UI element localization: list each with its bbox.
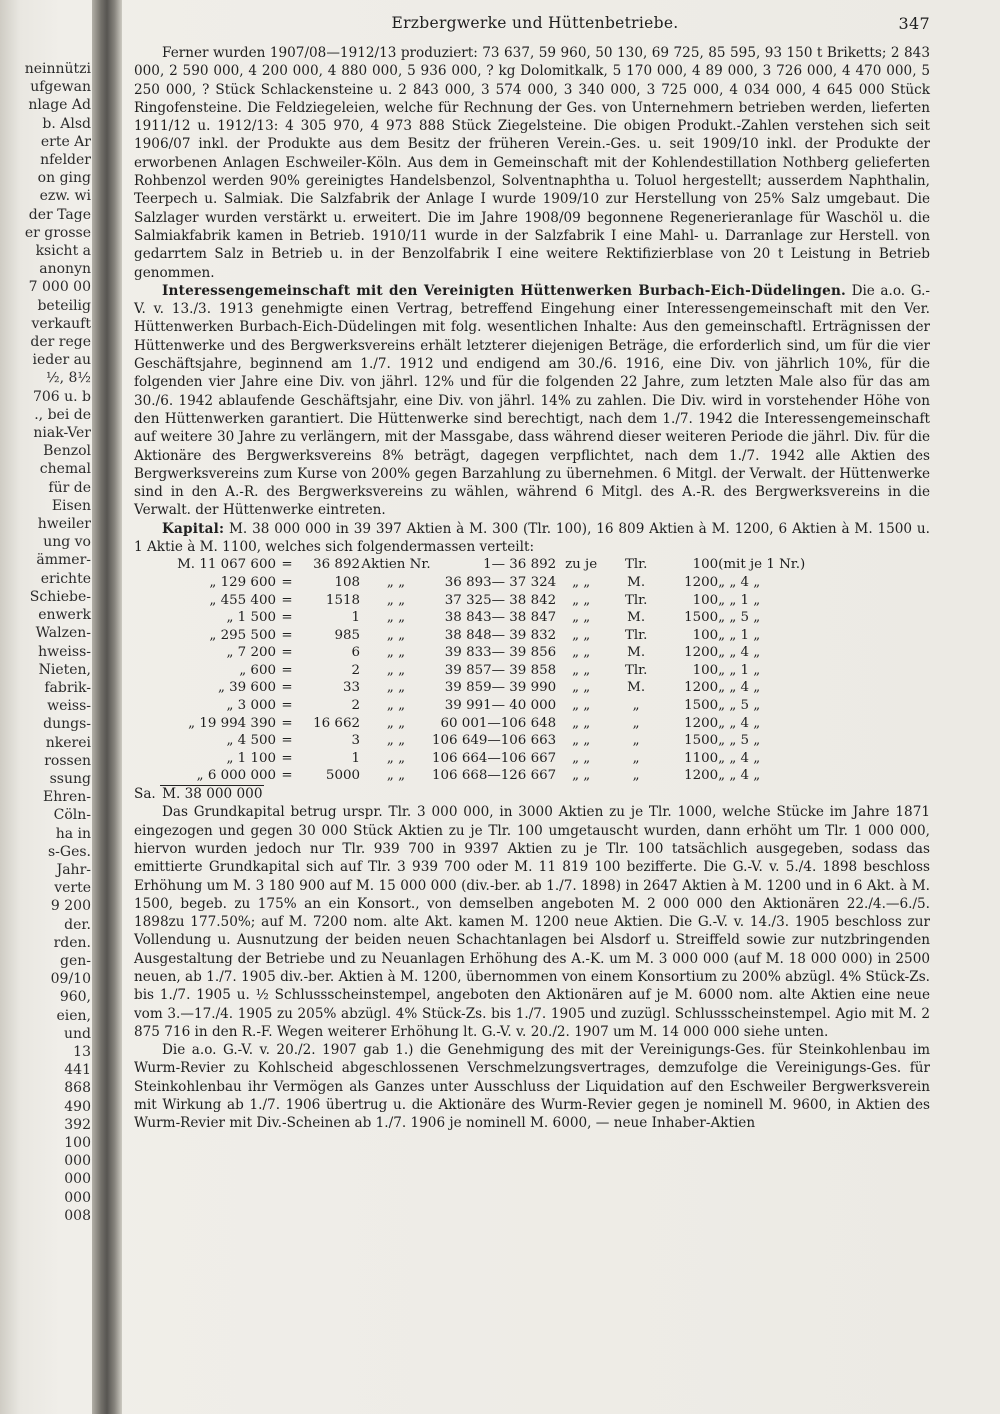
table-row	[166, 697, 926, 715]
table-cell-val: 1500	[684, 610, 719, 626]
table-cell-amount: „ 6 000 000	[196, 768, 276, 784]
table-cell-rest: „ „ 1 „	[718, 662, 761, 678]
adjacent-page-fragment: dungs-	[43, 716, 91, 733]
table-cell-akt: „ „	[386, 592, 406, 608]
table-cell-akt: „ „	[386, 715, 406, 731]
table-cell-range: 1— 36 892	[483, 557, 557, 573]
table-cell-zu: „ „	[572, 715, 591, 731]
adjacent-page-fragment: 868	[64, 1080, 91, 1097]
adjacent-page-fragment: 000	[64, 1171, 91, 1188]
table-cell-eq: =	[281, 627, 293, 643]
adjacent-page-fragment: gen-	[60, 952, 91, 969]
adjacent-page-fragment: Benzol	[43, 443, 91, 460]
table-cell-eq: =	[281, 574, 293, 590]
production-paragraph: Ferner wurden 1907/08—1912/13 produziert: 73 637, 59 960, 50 130, 69 725, 85 595, 93 150 t Briketts; 2 843 000, 2 590 000, 4 200 000, 4 880 000, 5 936 000, ? kg Dolomitkalk, 5 170 000, 4 89 000, 3 726 000, 4 470 000, 5 250 000, ? Stück Schlackensteine u. 2 843 000, 3 574 000, 3 340 000, 3 725 000, 4 034 000, 4 645 000 Stück Ringofensteine. Die Feldziegeleien, welche für Rechnung der Ges. von Unternehmern betrieben werden, lieferten 1911/12 u. 1912/13: 4 305 970, 4 973 888 Stück Ziegelsteine. Die obigen Produkt.-Zahlen verstehen sich seit 1906/07 inkl. der Produkte aus dem Besitz der früheren Verein.-Ges. u. seit 1909/10 inkl. der Produkte der erworbenen Anlagen Eschweiler-Köln. Aus dem in Gemeinschaft mit der Kohlendestillation Nothberg gelieferten Rohbenzol werden 90% gereinigtes Handelsbenzol, Solventnaphtha u. Toluol hergestellt; ausserdem Naphthalin, Teerpech u. Salmiak. Die Salzfabrik der Anlage I wurde 1909/10 zur Herstellung von 25% Salz umgebaut. Die Salzlager wurden verstärkt u. erweitert. Die im Jahre 1908/09 begonnene Regenerieranlage für Waschöl u. die Salmiakfabrik kamen in Betrieb. 1910/11 wurde in der Salzfabrik I eine Mahl- u. Darranlage zur Herstell. von gedarrtem Salz in Betrieb u. in der Benzolfabrik I eine weitere Rektifizierblase von 20 t Leistung in Betrieb genommen.	[134, 45, 930, 281]
running-header	[140, 14, 930, 38]
table-cell-amount: „ 1 100	[226, 750, 276, 766]
table-cell-val: 1500	[684, 698, 719, 714]
adjacent-page-fragment: Walzen-	[35, 625, 91, 642]
adjacent-page-fragment: ssung	[49, 770, 91, 787]
table-cell-count: 5000	[325, 768, 360, 784]
adjacent-page-fragment: 13	[73, 1043, 91, 1060]
adjacent-page-fragment: eien,	[56, 1007, 91, 1024]
table-cell-eq: =	[281, 592, 293, 608]
table-cell-zu: „ „	[572, 627, 591, 643]
table-cell-amount: „ 39 600	[217, 680, 276, 696]
table-cell-rest: „ „ 5 „	[718, 610, 761, 626]
table-row	[166, 644, 926, 662]
adjacent-page-fragment: 100	[64, 1134, 91, 1151]
adjacent-page-fragment: b. Alsd	[42, 115, 91, 132]
table-cell-range: 106 668—126 667	[432, 768, 557, 784]
table-cell-val: 100	[692, 662, 719, 678]
adjacent-page-fragment: 000	[64, 1153, 91, 1170]
adjacent-page-fragment: er grosse	[24, 224, 91, 241]
table-cell-range: 39 833— 39 856	[444, 645, 557, 661]
table-cell-cur: M.	[627, 610, 646, 626]
table-cell-cur: M.	[627, 574, 646, 590]
adjacent-page-fragment: anonyn	[39, 261, 91, 278]
table-cell-rest: „ „ 4 „	[718, 768, 761, 784]
adjacent-page-fragment: erte Ar	[40, 133, 91, 150]
table-cell-eq: =	[281, 715, 293, 731]
table-row	[166, 732, 926, 750]
table-cell-akt: Aktien Nr.	[361, 557, 431, 573]
table-cell-eq: =	[281, 662, 293, 678]
table-cell-range: 38 848— 39 832	[444, 627, 557, 643]
adjacent-page-fragment: für de	[48, 479, 91, 496]
grundkapital-paragraph: Das Grundkapital betrug urspr. Tlr. 3 000 000, in 3000 Aktien zu je Tlr. 1000, welche Stücke im Jahre 1871 eingezogen und gegen 30 000 Stück Aktien zu je Tlr. 100 umgetauscht wurden, dann erhöht um Tlr. 1 000 000, hiervon wurden jedoch nur Tlr. 939 700 in 9397 Aktien zu je Tlr. 100 tatsächlich ausgegeben, sodass das emittierte Grundkapital sich auf Tlr. 3 939 700 oder M. 11 819 100 bezifferte. Die G.-V. v. 5./4. 1898 beschloss Erhöhung um M. 3 180 900 auf M. 15 000 000 (div.-ber. ab 1./7. 1898) in 2647 Aktien à M. 1200 und in 6 Akt. à M. 1500, begeb. zu 175% an ein Konsort., von demselben angeboten M. 2 000 000 den Aktionären 22./4.—6./5. 1898zu 177.50%; auf M. 7200 nom. alte Akt. kamen M. 1200 neue Aktien. Die G.-V. v. 14./3. 1905 beschloss zur Vollendung u. Ausnutzung der beiden neuen Schachtanlagen bei Alsdorf u. Streiffeld sowie zur nutzbringenden Ausgestaltung der Betriebe und zu Neuanlagen Erhöhung des A.-K. um M. 3 000 000 (auf M. 18 000 000) in 2500 neuen, ab 1./7. 1905 div.-ber. Aktien à M. 1200, übernommen von einem Konsortium zu 200% abzügl. 4% Stück-Zs. bis 1./7. 1905 u. ½ Schlussscheinstempel, angeboten den Aktionären auf je M. 6000 nom. alte Aktien eine neue vom 3.—17./4. 1905 zu 205% abzügl. 4% Stück-Zs. bis 1./7. 1905 und zuzügl. Schlussscheinstempel. Agio mit M. 2 875 716 in den R.-F. Wegen weiterer Erhöhung lt. G.-V. v. 20./2. 1907 um M. 14 000 000 siehe unten.	[134, 804, 930, 1040]
table-cell-amount: „ 455 400	[209, 592, 276, 608]
table-row	[166, 750, 926, 768]
table-cell-val: 1500	[684, 733, 719, 749]
table-cell-rest: „ „ 5 „	[718, 733, 761, 749]
table-cell-rest: (mit je 1 Nr.)	[718, 557, 806, 573]
adjacent-page-fragment: ung vo	[43, 534, 91, 551]
table-cell-rest: „ „ 1 „	[718, 592, 761, 608]
table-cell-range: 106 664—106 667	[432, 750, 557, 766]
table-cell-range: 39 859— 39 990	[444, 680, 557, 696]
adjacent-page-fragment: nkerei	[45, 734, 91, 751]
table-cell-rest: „ „ 5 „	[718, 698, 761, 714]
table-cell-count: 3	[351, 733, 360, 749]
adjacent-page-fragment: rossen	[44, 752, 91, 769]
table-cell-amount: M. 11 067 600	[177, 557, 276, 573]
table-row	[166, 627, 926, 645]
table-cell-count: 1518	[325, 592, 360, 608]
table-cell-zu: „ „	[572, 574, 591, 590]
table-cell-akt: „ „	[386, 698, 406, 714]
table-cell-val: 1100	[684, 750, 719, 766]
adjacent-page-fragment: on ging	[37, 170, 91, 187]
table-cell-range: 60 001—106 648	[440, 715, 557, 731]
table-cell-rest: „ „ 4 „	[718, 680, 761, 696]
adjacent-page-fragment: nlage Ad	[28, 97, 91, 114]
table-cell-zu: „ „	[572, 750, 591, 766]
adjacent-page-fragment: rden.	[53, 934, 91, 951]
table-cell-val: 100	[692, 557, 719, 573]
table-cell-cur: Tlr.	[624, 557, 648, 573]
table-cell-range: 36 893— 37 324	[444, 574, 557, 590]
table-cell-akt: „ „	[386, 750, 406, 766]
adjacent-page-fragment: 490	[64, 1098, 91, 1115]
capital-distribution-table	[166, 556, 926, 785]
adjacent-page-fragment: hweiss-	[38, 643, 91, 660]
table-cell-cur: „	[632, 750, 640, 766]
table-cell-zu: „ „	[572, 680, 591, 696]
table-cell-range: 39 991— 40 000	[444, 698, 557, 714]
table-row	[166, 715, 926, 733]
table-cell-cur: Tlr.	[624, 592, 648, 608]
adjacent-page-fragment: Nieten,	[38, 661, 91, 678]
table-cell-eq: =	[281, 698, 293, 714]
table-cell-zu: „ „	[572, 610, 591, 626]
sum-value: M. 38 000 000	[162, 786, 263, 803]
table-cell-count: 33	[342, 680, 360, 696]
interessengemeinschaft-paragraph	[134, 282, 930, 520]
merger-paragraph: Die a.o. G.-V. v. 20./2. 1907 gab 1.) die Genehmigung des mit der Vereinigungs-Ges. für Steinkohlenbau im Wurm-Revier zu Kohlscheid abgeschlossenen Verschmelzungsvertrages, demzufolge die Vereinigungs-Ges. für Steinkohlenbau ihr Vermögen als Ganzes unter Ausschluss der Liquidation auf den Eschweiler Bergwerksverein mit Wirkung ab 1./7. 1906 übertrug u. die Aktionäre des Wurm-Revier gegen je nominell M. 9600, in Aktien des Wurm-Revier mit Div.-Scheinen ab 1./7. 1906 je nominell M. 6000, — neue Inhaber-Aktien	[134, 1042, 930, 1132]
adjacent-page-fragment: ieder au	[32, 352, 91, 369]
table-cell-zu: zu je	[565, 557, 598, 573]
table-cell-count: 2	[351, 698, 360, 714]
capital-sum-line	[134, 785, 930, 803]
table-cell-rest: „ „ 4 „	[718, 645, 761, 661]
adjacent-page-fragment: ufgewan	[30, 79, 91, 96]
main-text-column	[134, 44, 930, 1133]
table-cell-zu: „ „	[572, 662, 591, 678]
adjacent-page-fragment: ezw. wi	[39, 188, 91, 205]
table-cell-akt: „ „	[386, 645, 406, 661]
table-cell-amount: „ 600	[239, 662, 276, 678]
table-cell-eq: =	[281, 680, 293, 696]
adjacent-page-fragment: ksicht a	[35, 243, 91, 260]
table-cell-akt: „ „	[386, 627, 406, 643]
adjacent-page-fragment: ämmer-	[36, 552, 91, 569]
table-cell-amount: „ 19 994 390	[188, 715, 276, 731]
table-cell-eq: =	[281, 557, 293, 573]
adjacent-page-fragment: 960,	[59, 989, 91, 1006]
table-row	[166, 767, 926, 785]
adjacent-page-fragment: ., bei de	[34, 406, 91, 423]
book-gutter-shadow	[92, 0, 122, 1414]
table-cell-cur: „	[632, 768, 640, 784]
table-cell-zu: „ „	[572, 733, 591, 749]
header-title: Erzbergwerke und Hüttenbetriebe.	[391, 14, 679, 32]
adjacent-page-fragment: der rege	[30, 334, 91, 351]
adjacent-page-fragment: 706 u. b	[32, 388, 91, 405]
section-heading: Interessengemeinschaft mit den Vereinigten Hüttenwerken Burbach-Eich-Düdelingen.	[162, 282, 846, 299]
table-cell-eq: =	[281, 750, 293, 766]
adjacent-page-fragment: 008	[64, 1207, 91, 1224]
table-cell-amount: „ 1 500	[226, 610, 276, 626]
table-cell-val: 1200	[684, 574, 719, 590]
table-cell-eq: =	[281, 610, 293, 626]
adjacent-page-fragment: chemal	[39, 461, 91, 478]
kapital-paragraph	[134, 520, 930, 557]
table-row	[166, 679, 926, 697]
page-number: 347	[898, 14, 930, 33]
adjacent-page-fragment: der.	[64, 916, 91, 933]
adjacent-page-fragment: Cöln-	[53, 807, 91, 824]
adjacent-page-fragment: 392	[64, 1116, 91, 1133]
adjacent-page-fragment: erichte	[40, 570, 91, 587]
table-cell-range: 38 843— 38 847	[444, 610, 557, 626]
table-cell-akt: „ „	[386, 733, 406, 749]
table-row	[166, 574, 926, 592]
table-cell-count: 1	[351, 610, 360, 626]
table-cell-range: 37 325— 38 842	[444, 592, 557, 608]
table-cell-amount: „ 129 600	[209, 574, 276, 590]
adjacent-page-fragment: nfelder	[40, 152, 91, 169]
kapital-label: Kapital:	[162, 520, 225, 537]
table-row	[166, 662, 926, 680]
adjacent-page-fragment: und	[64, 1025, 91, 1042]
table-cell-val: 1200	[684, 645, 719, 661]
section-body: Die a.o. G.-V. v. 13./3. 1913 genehmigte einen Vertrag, betreffend Eingehung einer Interessengemeinschaft mit den Ver. Hüttenwerken Burbach-Eich-Düdelingen mit folg. wesentlichen Inhalte: Aus den gemeinschaftl. Erträgnissen der Hüttenwerke und des Bergwerksvereins erhält letzterer diejenigen Beträge, die erforderlich sind, um für die vier Geschäftsjahre, beginnend am 1./7. 1912 und endigend am 30./6. 1916, eine Div. von jährlich 10%, für die folgenden vier Jahre eine Div. von jährl. 12% und für die folgenden 22 Jahre, zum letzten Male also für das am 30./6. 1942 ablaufende Geschäftsjahr, eine Div. von jährl. 14% zu zahlen. Die Div. wird in vorstehender Höhe von den Hüttenwerken garantiert. Die Hüttenwerke sind berechtigt, nach dem 1./7. 1942 die Interessengemeinschaft auf weitere 30 Jahre zu verlängern, mit der Massgabe, dass während dieser weiteren Periode die jährl. Div. für die Aktionäre des Bergwerksvereins 8% beträgt, dagegen verpflichtet, nach dem 1./7. 1942 alle Aktien des Bergwerksvereins zum Kurse von 200% gegen Barzahlung zu übernehmen. 6 Mitgl. der Verwalt. der Hüttenwerke sind in den A.-R. des Bergwerksvereins zu wählen, während 6 Mitgl. des A.-R. des Bergwerksvereins in die Verwalt. der Hüttenwerke eintreten.	[134, 282, 930, 519]
table-cell-count: 2	[351, 662, 360, 678]
adjacent-page-fragment: beteilig	[37, 297, 91, 314]
table-cell-rest: „ „ 4 „	[718, 750, 761, 766]
table-row	[166, 592, 926, 610]
table-cell-val: 100	[692, 592, 719, 608]
table-cell-amount: „ 3 000	[226, 698, 276, 714]
table-cell-count: 108	[334, 574, 360, 590]
adjacent-page-fragment: fabrik-	[44, 679, 91, 696]
adjacent-page-fragment: niak-Ver	[33, 425, 91, 442]
table-cell-range: 106 649—106 663	[432, 733, 557, 749]
table-cell-count: 6	[351, 645, 360, 661]
table-cell-akt: „ „	[386, 680, 406, 696]
adjacent-page-fragment: weiss-	[47, 698, 91, 715]
adjacent-page-fragment: 09/10	[50, 971, 91, 988]
table-cell-val: 1200	[684, 680, 719, 696]
table-cell-eq: =	[281, 645, 293, 661]
adjacent-page-fragment: 7 000 00	[28, 279, 91, 296]
adjacent-page-fragment: Schiebe-	[29, 588, 91, 605]
table-cell-akt: „ „	[386, 574, 406, 590]
table-cell-count: 16 662	[313, 715, 360, 731]
table-cell-zu: „ „	[572, 698, 591, 714]
table-cell-cur: Tlr.	[624, 662, 648, 678]
table-cell-val: 1200	[684, 768, 719, 784]
table-cell-amount: „ 7 200	[226, 645, 276, 661]
table-cell-zu: „ „	[572, 592, 591, 608]
table-cell-rest: „ „ 4 „	[718, 715, 761, 731]
table-cell-eq: =	[281, 768, 293, 784]
adjacent-page-column	[0, 60, 95, 1360]
adjacent-page-fragment: verkauft	[31, 315, 91, 332]
table-cell-akt: „ „	[386, 610, 406, 626]
table-cell-count: 36 892	[313, 557, 360, 573]
table-cell-rest: „ „ 1 „	[718, 627, 761, 643]
adjacent-page-fragment: enwerk	[38, 607, 91, 624]
adjacent-page-fragment: Eisen	[51, 497, 91, 514]
table-cell-rest: „ „ 4 „	[718, 574, 761, 590]
table-cell-cur: „	[632, 733, 640, 749]
adjacent-page-fragment: neinnützi	[24, 61, 91, 77]
table-cell-cur: M.	[627, 680, 646, 696]
table-cell-count: 985	[334, 627, 360, 643]
adjacent-page-fragment: Jahr-	[56, 861, 91, 878]
table-cell-akt: „ „	[386, 662, 406, 678]
table-cell-eq: =	[281, 733, 293, 749]
table-cell-zu: „ „	[572, 768, 591, 784]
table-cell-cur: „	[632, 698, 640, 714]
adjacent-page-fragment: Ehren-	[43, 789, 91, 806]
table-cell-val: 1200	[684, 715, 719, 731]
adjacent-page-fragment: 000	[64, 1189, 91, 1206]
table-cell-zu: „ „	[572, 645, 591, 661]
table-cell-range: 39 857— 39 858	[444, 662, 557, 678]
table-cell-amount: „ 4 500	[226, 733, 276, 749]
adjacent-page-fragment: 441	[64, 1062, 91, 1079]
table-cell-cur: „	[632, 715, 640, 731]
table-cell-amount: „ 295 500	[209, 627, 276, 643]
sum-label: Sa.	[134, 786, 156, 803]
kapital-text: M. 38 000 000 in 39 397 Aktien à M. 300 (Tlr. 100), 16 809 Aktien à M. 1200, 6 Aktien à M. 1500 u. 1 Aktie à M. 1100, welches sich folgendermassen verteilt:	[134, 520, 930, 556]
table-cell-cur: Tlr.	[624, 627, 648, 643]
table-cell-cur: M.	[627, 645, 646, 661]
adjacent-page-fragment: verte	[54, 880, 91, 897]
table-cell-count: 1	[351, 750, 360, 766]
table-row	[166, 556, 926, 574]
adjacent-page-fragment: s-Ges.	[47, 843, 91, 860]
adjacent-page-fragment: ½, 8½	[46, 370, 91, 387]
table-cell-akt: „ „	[386, 768, 406, 784]
table-cell-val: 100	[692, 627, 719, 643]
adjacent-page-fragment: ha in	[55, 825, 91, 842]
table-row	[166, 609, 926, 627]
adjacent-page-fragment: hweiler	[37, 516, 91, 533]
adjacent-page-fragment: der Tage	[28, 206, 91, 223]
adjacent-page-fragment: 9 200	[50, 898, 91, 915]
